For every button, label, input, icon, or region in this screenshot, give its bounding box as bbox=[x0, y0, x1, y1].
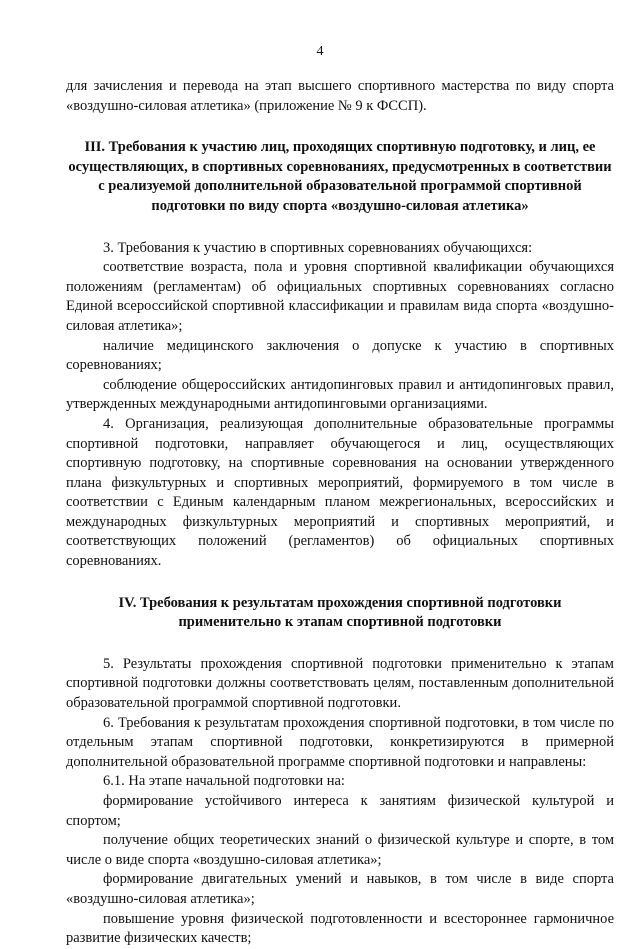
paragraph: формирование двигательных умений и навыков, в том числе в виде спорта «воздушно-силовая атлетика»; bbox=[66, 871, 614, 907]
paragraph-continuation: для зачисления и перевода на этап высшего спортивного мастерства по виду спорта «воздушно-силовая атлетика» (приложение № 9 к ФССП). bbox=[66, 78, 614, 114]
page-number: 4 bbox=[316, 44, 324, 59]
section-3-heading: III. Требования к участию лиц, проходящих спортивную подготовку, и лиц, ее осуществляющих, в спортивных соревнованиях, предусмотренных в соответствии с реализуемой дополнительной образовательной программой спортивной подготовки по виду спорта «воздушно-силовая атлетика» bbox=[68, 139, 612, 214]
section-4-heading: IV. Требования к результатам прохождения спортивной подготовки применительно к этапам спортивной подготовки bbox=[118, 594, 562, 631]
paragraph: повышение уровня физической подготовленности и всестороннее гармоничное развитие физических качеств; bbox=[66, 910, 614, 947]
paragraph: соответствие возраста, пола и уровня спортивной квалификации обучающихся положениям (регламентам) об официальных спортивных соревнованиях согласно Единой всероссийской спортивной классификации и правилам вида спорта «воздушно-силовая атлетика»; bbox=[66, 259, 614, 334]
paragraph: формирование устойчивого интереса к занятиям физической культурой и спортом; bbox=[66, 793, 614, 829]
paragraph: наличие медицинского заключения о допуске к участию в спортивных соревнованиях; bbox=[66, 337, 614, 374]
paragraph: 6. Требования к результатам прохождения спортивной подготовки, в том числе по отдельным этапам спортивной подготовки, конкретизируются в примерной дополнительной образовательной программе спортивной подготовки и направлены: bbox=[66, 714, 614, 770]
paragraph: 6.1. На этапе начальной подготовки на: bbox=[103, 773, 345, 790]
paragraph: соблюдение общероссийских антидопинговых правил и антидопинговых правил, утвержденных международными антидопинговыми организациями. bbox=[66, 376, 614, 413]
spacer bbox=[66, 217, 614, 239]
paragraph: получение общих теоретических знаний о физической культуре и спорте, в том числе о виде спорта «воздушно-силовая атлетика»; bbox=[66, 832, 614, 868]
spacer bbox=[66, 572, 614, 594]
document-body bbox=[66, 77, 614, 949]
paragraph: 4. Организация, реализующая дополнительные образовательные программы спортивной подготовки, направляет обучающегося и лиц, осуществляющих спортивную подготовку, на спортивные соревнования на основании утвержденного плана физкультурных и спортивных мероприятий, формируемого в том числе в соответствии с Единым календарным планом межрегиональных, всероссийских и международных физкультурных мероприятий и спортивных мероприятий, и соответствующих положений (регламентов) об официальных спортивных соревнованиях. bbox=[66, 415, 614, 570]
paragraph: 5. Результаты прохождения спортивной подготовки применительно к этапам спортивной подготовки должны соответствовать целям, поставленным дополнительной образовательной программой спортивной подготовки. bbox=[66, 655, 614, 712]
spacer bbox=[66, 633, 614, 655]
spacer bbox=[66, 116, 614, 138]
paragraph: 3. Требования к участию в спортивных соревнованиях обучающихся: bbox=[103, 239, 533, 256]
